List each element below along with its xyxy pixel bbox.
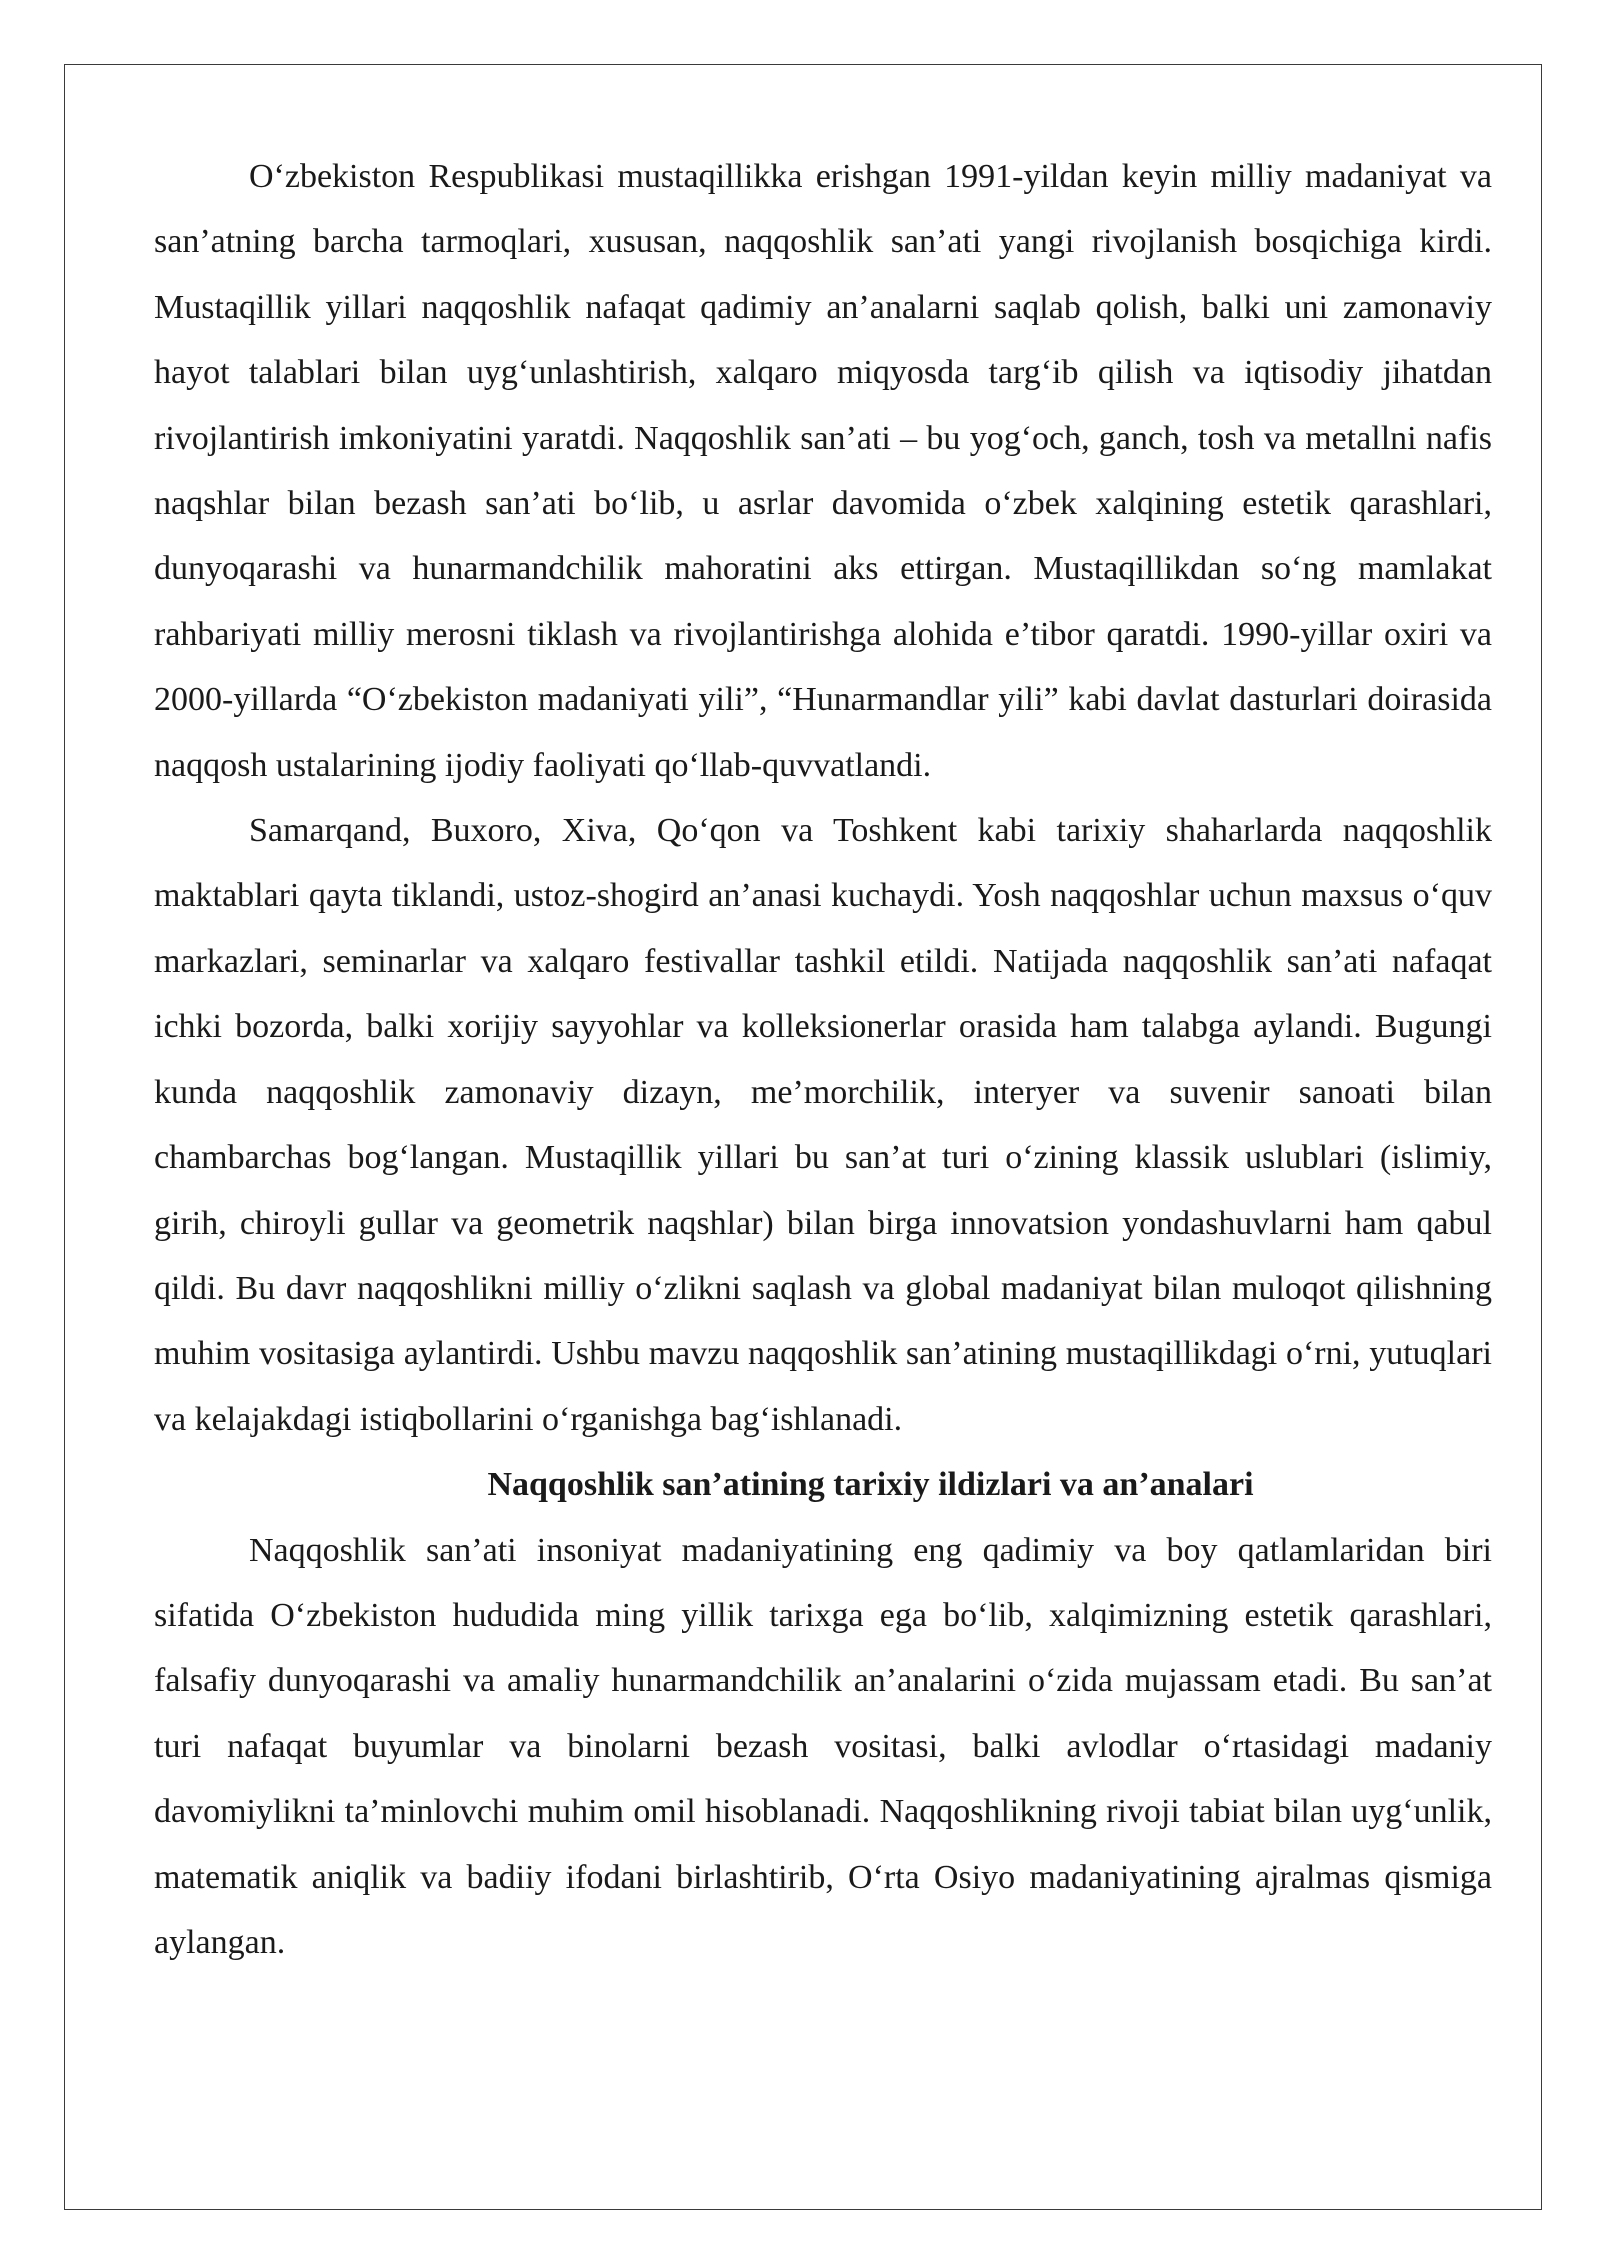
document-body [154, 144, 1492, 1975]
paragraph-schools: Samarqand, Buxoro, Xiva, Qo‘qon va Toshkent kabi tarixiy shaharlarda naqqoshlik maktablari qayta tiklandi, ustoz-shogird an’anasi kuchaydi. Yosh naqqoshlar uchun maxsus o‘quv markazlari, seminarlar va xalqaro festivallar tashkil etildi. Natijada naqqoshlik san’ati nafaqat ichki bozorda, balki xorijiy sayyohlar va kolleksionerlar orasida ham talabga aylandi. Bugungi kunda naqqoshlik zamonaviy dizayn, me’morchilik, interyer va suvenir sanoati bilan chambarchas bog‘langan. Mustaqillik yillari bu san’at turi o‘zining klassik uslublari (islimiy, girih, chiroyli gullar va geometrik naqshlar) bilan birga innovatsion yondashuvlarni ham qabul qildi. Bu davr naqqoshlikni milliy o‘zlikni saqlash va global madaniyat bilan muloqot qilishning muhim vositasiga aylantirdi. Ushbu mavzu naqqoshlik san’atining mustaqillikdagi o‘rni, yutuqlari va kelajakdagi istiqbollarini o‘rganishga bag‘ishlanadi. [154, 812, 1492, 1438]
section-heading: Naqqoshlik san’atining tarixiy ildizlari va an’analari [487, 1466, 1254, 1504]
paragraph-intro: O‘zbekiston Respublikasi mustaqillikka erishgan 1991-yildan keyin milliy madaniyat va san’atning barcha tarmoqlari, xususan, naqqoshlik san’ati yangi rivojlanish bosqichiga kirdi. Mustaqillik yillari naqqoshlik nafaqat qadimiy an’analarni saqlab qolish, balki uni zamonaviy hayot talablari bilan uyg‘unlashtirish, xalqaro miqyosda targ‘ib qilish va iqtisodiy jihatdan rivojlantirish imkoniyatini yaratdi. Naqqoshlik san’ati – bu yog‘och, ganch, tosh va metallni nafis naqshlar bilan bezash san’ati bo‘lib, u asrlar davomida o‘zbek xalqining estetik qarashlari, dunyoqarashi va hunarmandchilik mahoratini aks ettirgan. Mustaqillikdan so‘ng mamlakat rahbariyati milliy merosni tiklash va rivojlantirishga alohida e’tibor qaratdi. 1990-yillar oxiri va 2000-yillarda “O‘zbekiston madaniyati yili”, “Hunarmandlar yili” kabi davlat dasturlari doirasida naqqosh ustalarining ijodiy faoliyati qo‘llab-quvvatlandi. [154, 158, 1492, 784]
paragraph-history: Naqqoshlik san’ati insoniyat madaniyatining eng qadimiy va boy qatlamlaridan biri sifatida O‘zbekiston hududida ming yillik tarixga ega bo‘lib, xalqimizning estetik qarashlari, falsafiy dunyoqarashi va amaliy hunarmandchilik an’analarini o‘zida mujassam etadi. Bu san’at turi nafaqat buyumlar va binolarni bezash vositasi, balki avlodlar o‘rtasidagi madaniy davomiylikni ta’minlovchi muhim omil hisoblanadi. Naqqoshlikning rivoji tabiat bilan uyg‘unlik, matematik aniqlik va badiiy ifodani birlashtirib, O‘rta Osiyo madaniyatining ajralmas qismiga aylangan. [154, 1531, 1492, 1961]
